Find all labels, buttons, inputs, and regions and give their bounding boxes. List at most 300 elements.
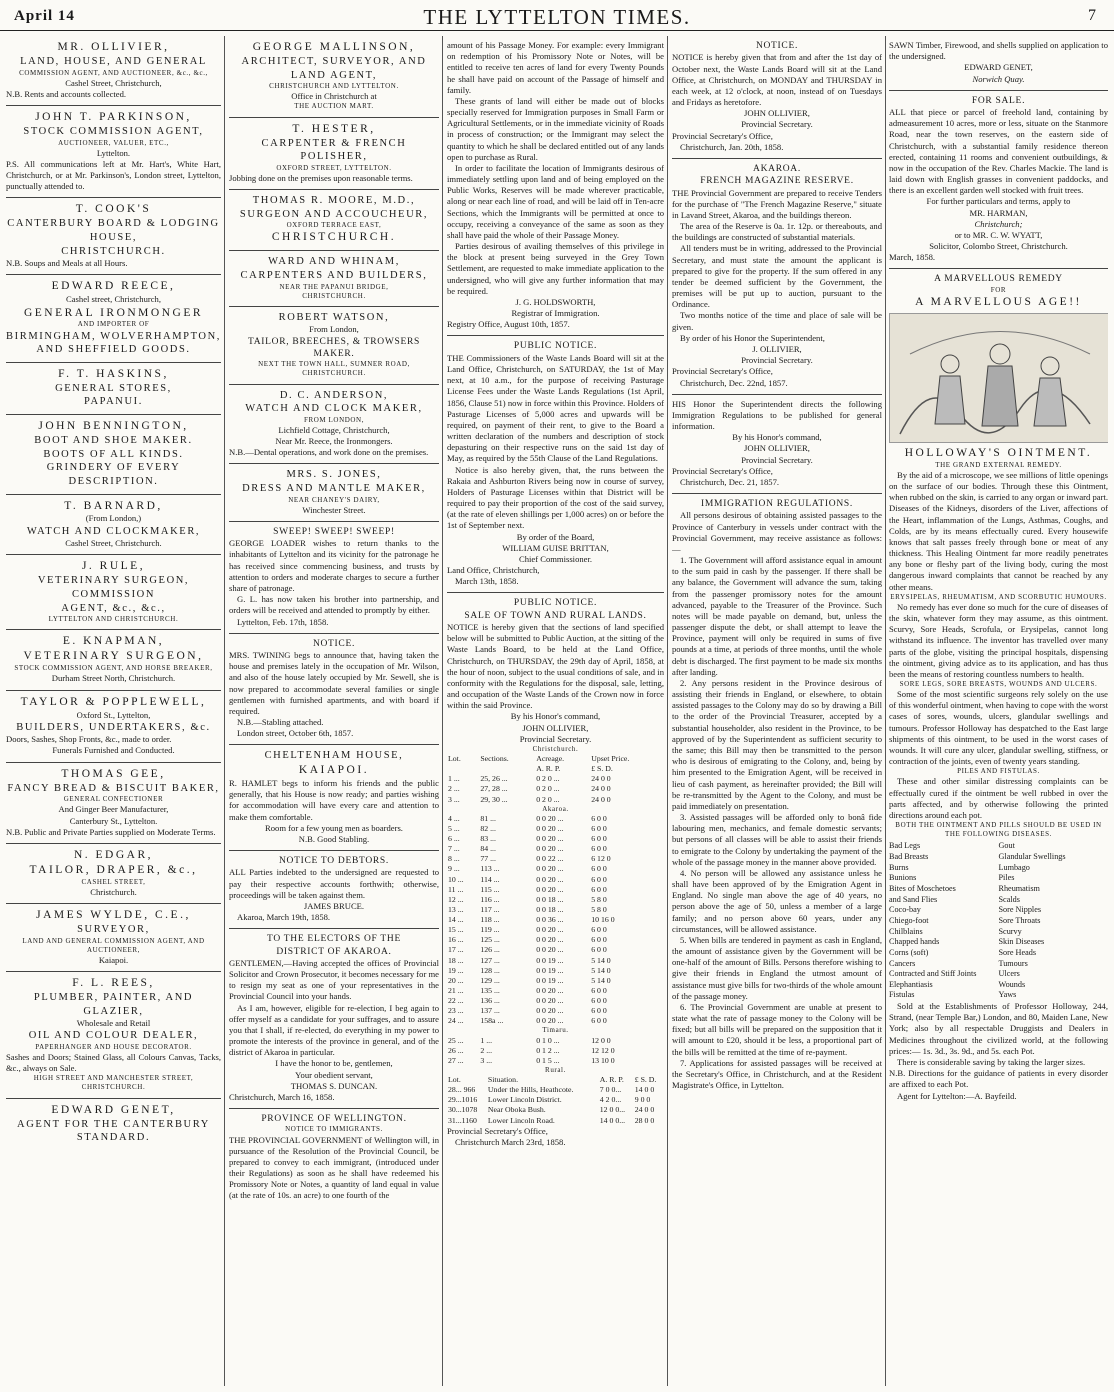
list-item: Corns (soft) (889, 947, 929, 957)
ad-subheading: CANTERBURY BOARD & LODGING HOUSE, (7, 218, 220, 243)
table-cell: 29, 30 ... (480, 794, 508, 804)
ad-signature: JOHN OLLIVIER, (522, 722, 589, 733)
ad-body: GENTLEMEN,—Having accepted the offices of Provincial Solicitor and Crown Prosecutor, it becomes necessary for me to resign my seat as one of your representatives in the Provincial Council into your hands. (229, 957, 439, 1002)
ad-debtors (229, 851, 439, 929)
table-cell: 0 0 20 ... (536, 834, 564, 844)
table-cell: 6 0 0 (591, 884, 607, 894)
ad-line: CHRISTCHURCH. (302, 291, 366, 300)
ad-heading: SWEEP! SWEEP! SWEEP! (273, 526, 395, 537)
ad-line: Christchurch; (974, 218, 1023, 229)
table-cell: 30...1078 (448, 1105, 478, 1115)
ad-heading: D. C. ANDERSON, (279, 389, 389, 401)
ad-edgar (6, 844, 221, 904)
ad-moore (229, 190, 439, 251)
table-row (447, 784, 664, 794)
table-row (447, 1036, 664, 1046)
ad-line: Your obedient servant, (295, 1069, 373, 1080)
issue-date: April 14 (14, 8, 75, 24)
table-cell: 0 1 2 ... (536, 1045, 560, 1055)
table-cell: 1 ... (448, 774, 460, 784)
ad-mallinson (229, 36, 439, 118)
ad-line: AND SHEFFIELD GOODS. (36, 344, 191, 356)
table-header-cell: Situation. (487, 1075, 519, 1084)
ad-line: CHRISTCHURCH. (61, 245, 166, 257)
ad-line: Provincial Secretary. (519, 733, 592, 744)
ad-body: THE Provincial Government are prepared to receive Tenders for the purchase of "The French Magazine Reserve," situate in Lavand Street, Akaroa, and the buildings thereon. (672, 187, 882, 220)
ad-note: Jobbing done on the premises upon reasonable terms. (229, 172, 413, 183)
ad-signature: JAMES BRUCE. (303, 900, 365, 911)
ad-line: AND IMPORTER OF (77, 320, 150, 329)
ad-subheading: AGENT FOR THE CANTERBURY (17, 1118, 210, 1130)
table-cell: 82 ... (480, 823, 496, 833)
table-cell: 0 2 0 ... (536, 774, 560, 784)
table-section-row (447, 1026, 664, 1035)
newspaper-title: THE LYTTELTON TIMES. (423, 5, 691, 29)
ad-heading: NOTICE TO DEBTORS. (279, 856, 389, 867)
ad-note: There is considerable saving by taking the larger sizes. (897, 1057, 1086, 1067)
ad-date: Christchurch, Dec. 21, 1857. (680, 476, 780, 487)
list-item: Sore Throats (998, 915, 1041, 925)
table-cell: 24 0 0 (591, 784, 611, 794)
ad-body: Some of the most scientific surgeons rely solely on the use of this wonderful ointment, when having to cope with the worst cases of sores, wounds, ulcers, glandular swellings and tumours. Professor Holloway has despatched to the East large shipments of this ointment, to be used in the worst cases of wounds. It will cure any ulcer, glandular swelling, stiffness, or contraction of the joints, even of twenty years standing. (889, 689, 1108, 767)
ad-line: By order of the Board, (516, 531, 595, 542)
table-cell: 83 ... (480, 834, 496, 844)
list-item: Scalds (998, 894, 1020, 904)
ad-line: Provincial Secretary. (741, 355, 813, 366)
ad-body: All persons desirous of obtaining assisted passages to the Province of Canterbury in vessels under contract with the Provincial Government, may receive assistance as follows:— (672, 510, 882, 554)
ad-body: These and other similar distressing complaints can be effectually cured if the ointment be well rubbed in over the parts affected, and by otherwise following the printed directions around each pot. (889, 776, 1108, 820)
table-cell: 0 0 20 ... (536, 864, 564, 874)
ad-subheading: VETERINARY SURGEON, (23, 650, 204, 663)
table-cell: Near Oboka Bush. (487, 1105, 546, 1115)
ad-twining (229, 634, 439, 746)
table-row (447, 986, 664, 996)
list-item: Coco-bay (889, 905, 921, 915)
table-cell: 9 0 0 (634, 1095, 651, 1105)
ad-pasturage-notice (447, 336, 664, 593)
ad-signature: MR. HARMAN, (969, 207, 1028, 218)
table-cell: 10 16 0 (591, 915, 615, 925)
list-item: Fistulas (889, 990, 915, 1000)
table-header-cell: Sections. (480, 754, 509, 764)
table-row (447, 996, 664, 1006)
table-cell: 12 0 0 (591, 1035, 611, 1045)
ad-body: The area of the Reserve is 0a. 1r. 12p. or thereabouts, and the buildings are constructed of substantial materials. (672, 221, 882, 243)
table-cell: 6 0 0 (591, 985, 607, 995)
column-rule (224, 36, 225, 1386)
column-1 (6, 36, 221, 1384)
ad-knapman (6, 630, 221, 690)
ad-body: 7. Applications for assisted passages will be received at the Secretary's Office, in Christchurch, and at the Resident Magistrate's Office, in Lyttelton. (672, 1057, 882, 1091)
ad-line: Cashel street, Christchurch, (66, 294, 161, 305)
ad-line: NEAR THE PAPANUI BRIDGE, (279, 282, 389, 291)
list-item: Ulcers (998, 969, 1020, 979)
ad-line: By his Honor's command, (510, 711, 601, 722)
table-row (447, 935, 664, 945)
ad-heading: T. BARNARD, (64, 499, 163, 512)
ad-heading: WARD AND WHINAM, (268, 256, 400, 268)
table-row (447, 1116, 664, 1126)
ad-heading: JOHN T. PARKINSON, (35, 111, 192, 124)
ad-superintendent-directs (672, 395, 882, 494)
ad-line: From London, (309, 324, 359, 335)
table-header-cell: Acreage. (536, 754, 565, 764)
diseases-list-left (889, 841, 999, 1001)
table-cell: 6 ... (448, 834, 460, 844)
list-item: Bad Legs (889, 841, 921, 851)
ad-holloway (889, 269, 1108, 1106)
ad-line: Near Mr. Reece, the Ironmongers. (275, 436, 393, 447)
table-cell: 0 0 18 ... (536, 894, 564, 904)
ad-line: Room for a few young men as boarders. (265, 822, 403, 833)
ad-wellington-continued (447, 36, 664, 336)
ad-parkinson (6, 106, 221, 198)
table-cell: 0 2 0 ... (536, 794, 560, 804)
ad-body: Two months notice of the time and place of sale will be given. (672, 310, 882, 332)
ad-cook (6, 198, 221, 275)
table-section-label: Timaru. (542, 1026, 569, 1035)
ad-line: OIL AND COLOUR DEALER, (28, 1030, 199, 1042)
ad-heading: E. KNAPMAN, (62, 635, 165, 648)
table-cell: 5 14 0 (591, 965, 611, 975)
ad-subheading: LAND, HOUSE, AND GENERAL (20, 55, 207, 67)
table-cell: 6 0 0 (591, 844, 607, 854)
ad-heading: EDWARD GENET, (51, 1103, 176, 1116)
table-cell: 6 0 0 (591, 1006, 607, 1016)
table-cell: 0 0 20 ... (536, 844, 564, 854)
ad-body: THE PROVINCIAL GOVERNMENT of Wellington will, in pursuance of the Resolution of the Provincial Council, be prepared to convey to each immigrant, (introduced under their Regulations) as soon as he shall have redeemed his Promissory Note or Notes, a quantity of land equal in value (at the rate of 10s. an acre) to one fourth of the (229, 1134, 439, 1201)
table-cell: 0 0 19 ... (536, 975, 564, 985)
list-item: Cancers (889, 958, 916, 968)
table-units-row (447, 764, 664, 774)
table-cell: 12 ... (448, 894, 464, 904)
table-cell: 5 14 0 (591, 955, 611, 965)
ad-body: G. L. has now taken his brother into partnership, and orders will be received and attended to promptly by either. (229, 594, 439, 616)
ad-heading: PROVINCE OF WELLINGTON. (261, 1114, 407, 1125)
table-row (447, 795, 664, 805)
table-cell: 12 0 0... (599, 1105, 626, 1115)
table-cell: 4 2 0... (599, 1095, 622, 1105)
ad-heading: CHELTENHAM HOUSE, (264, 750, 404, 762)
table-section-row (447, 805, 664, 814)
ad-heading: MRS. S. JONES, (286, 469, 382, 481)
list-item: Wounds (998, 979, 1026, 989)
ad-ollivier (6, 36, 221, 106)
masthead (0, 0, 1114, 31)
ad-heading: TO THE ELECTORS OF THE (267, 934, 401, 945)
list-item: Piles (998, 873, 1015, 883)
ad-date: Christchurch, March 16, 1858. (229, 1091, 335, 1102)
table-unit-cell: A. R. P. (536, 764, 561, 774)
table-cell: Lower Lincoln Road. (487, 1115, 555, 1125)
timaru-lots (447, 1036, 664, 1066)
column-rule (667, 36, 668, 1386)
table-cell: 0 0 19 ... (536, 965, 564, 975)
ad-signature: JOHN OLLIVIER, (744, 108, 810, 119)
ad-genet-standard (6, 1099, 221, 1150)
ad-date: Christchurch, Jan. 20th, 1858. (680, 141, 784, 152)
list-item: Sore Nipples (998, 905, 1042, 915)
table-cell: 127 ... (480, 955, 500, 965)
ad-heading: EDWARD REECE, (51, 280, 176, 293)
ad-heading: JOHN BENNINGTON, (38, 420, 189, 433)
table-cell: 0 0 20 ... (536, 925, 564, 935)
column-5 (889, 36, 1108, 1384)
ad-line: OXFORD TERRACE EAST, (286, 221, 382, 230)
ad-line: Cashel Street, Christchurch. (65, 538, 162, 549)
table-row (447, 854, 664, 864)
list-item: Tumours (998, 958, 1028, 968)
page-number: 7 (1088, 7, 1096, 24)
table-cell: 77 ... (480, 854, 496, 864)
ad-line: Cashel Street, Christchurch, (65, 77, 162, 88)
ad-line: BIRMINGHAM, WOLVERHAMPTON, (6, 330, 221, 342)
ad-line: AUCTIONEER, VALUER, ETC., (58, 138, 169, 147)
ad-date: Registry Office, August 10th, 1857. (447, 319, 570, 330)
list-item: Rheumatism (998, 883, 1040, 893)
table-row (447, 864, 664, 874)
engraving-figures-icon (890, 314, 1108, 442)
ad-hester (229, 118, 439, 190)
ad-line: Provincial Secretary. (741, 454, 813, 465)
table-cell: 18 ... (448, 955, 464, 965)
ad-signature: JOHN OLLIVIER, (744, 443, 810, 454)
table-cell: 3 ... (448, 794, 460, 804)
ad-heading: TAYLOR & POPPLEWELL, (20, 695, 207, 708)
ad-line: GRINDERY OF EVERY DESCRIPTION. (46, 462, 181, 487)
ad-for-sale (889, 91, 1108, 270)
ad-body: SAWN Timber, Firewood, and shells supplied on application to the undersigned. (889, 40, 1108, 62)
ad-land-sale (447, 593, 664, 1153)
table-row (447, 1085, 664, 1095)
ad-line: FOR (990, 285, 1007, 294)
ad-line: Funerals Furnished and Conducted. (52, 745, 175, 756)
ad-heading: ROBERT WATSON, (278, 311, 390, 323)
ad-body: Sold at the Establishments of Professor Holloway, 244, Strand, (near Temple Bar,) London, and 80, Maiden Lane, New York; also by all respectable Druggists and Dealers in Medicines throughout the civilized world, at the following prices:— 1s. 3d., 3s. 9d., and 5s. each Pot. (889, 1001, 1108, 1056)
table-cell: 6 0 0 (591, 813, 607, 823)
list-item: and Sand Flies (889, 894, 938, 904)
ad-subheading: CARPENTERS AND BUILDERS, (240, 270, 428, 282)
ad-date: Provincial Secretary's Office, (672, 130, 773, 141)
table-cell: 6 0 0 (591, 834, 607, 844)
table-cell: 0 0 20 ... (536, 996, 564, 1006)
table-row (447, 885, 664, 895)
table-cell: 6 0 0 (591, 823, 607, 833)
table-header-cell: Lot. (448, 1075, 461, 1084)
ad-lands-board-notice (672, 36, 882, 159)
table-row (447, 925, 664, 935)
ad-agent: Agent for Lyttelton:—A. Bayfeild. (897, 1090, 1017, 1101)
ad-wellington-immigrants (229, 1109, 439, 1206)
ad-body: Notice is also hereby given, that, the runs between the Rakaia and Ashburton Rivers being now in course of survey, Holders of Pasturage Licenses within that District will be required to pay their proportion of the cost of the said survey, (at the rate of eleven shillings per 1,000 acres) on or before the 1st of September next. (447, 464, 664, 531)
ad-subheading: STOCK COMMISSION AGENT, (23, 125, 204, 137)
table-cell: 126 ... (480, 945, 500, 955)
ad-subheading: NOTICE TO IMMIGRANTS. (285, 1125, 383, 1134)
ad-body: HIS Honor the Superintendent directs the following Immigration Regulations to be published for general information. (672, 398, 882, 432)
ad-bennington (6, 415, 221, 495)
ad-line: Registrar of Immigration. (511, 308, 600, 319)
ad-subheading: FANCY BREAD & BISCUIT BAKER, (7, 782, 220, 794)
table-cell: 29...1016 (448, 1095, 478, 1105)
ad-subheading: ARCHITECT, SURVEYOR, AND (241, 55, 427, 67)
ad-line: COMMISSION AGENT, AND AUCTIONEER, &c., &c., (19, 68, 208, 77)
table-cell: 5 14 0 (591, 975, 611, 985)
ad-signature: EDWARD GENET, (964, 62, 1033, 73)
table-cell: 0 0 20 ... (536, 823, 564, 833)
ad-subheading: BOOT AND SHOE MAKER. (34, 434, 193, 446)
ad-heading: A MARVELLOUS REMEDY (934, 274, 1063, 285)
ad-line: HIGH STREET AND MANCHESTER STREET, CHRISTCHURCH. (33, 1074, 194, 1092)
ad-line: By his Honor's command, (732, 432, 822, 443)
table-cell: 26 ... (448, 1045, 464, 1055)
table-cell: 6 0 0 (591, 925, 607, 935)
table-cell: 115 ... (480, 884, 500, 894)
table-cell: 0 0 20 ... (536, 1006, 564, 1016)
ad-line: NEAR CHANEY'S DAIRY, (288, 495, 380, 504)
ad-line: And Ginger Beer Manufacturer, (58, 804, 169, 815)
ad-date: March 13th, 1858. (455, 576, 519, 587)
ad-subheading: DRESS AND MANTLE MAKER, (242, 483, 426, 495)
list-item: Elephantiasis (889, 979, 933, 989)
ad-body: These grants of land will either be made out of blocks specially reserved for Immigration purposes in Small Farm or Agricultural Settlements, or in the immediate vicinity of Roads in process of construction; or the Immigrant may select the quantity to which he shall be declared entitled out of any lands open to purchase as Rural. (447, 95, 664, 162)
ad-heading: JAMES WYLDE, C.E., (36, 908, 191, 921)
ad-subheading: A MARVELLOUS AGE!! (915, 295, 1082, 308)
table-cell: 24 0 0 (591, 774, 611, 784)
ad-heading: IMMIGRATION REGULATIONS. (701, 499, 853, 510)
table-cell: 7 0 0... (599, 1085, 622, 1095)
ad-line: Lichfield Cottage, Christchurch, (278, 424, 390, 435)
table-cell: 10 ... (448, 874, 464, 884)
table-section-label: Akaroa. (542, 804, 569, 813)
ad-date: March, 1858. (889, 252, 936, 263)
ad-subheading: SURVEYOR, (77, 923, 150, 935)
table-header-cell: A. R. P. (599, 1075, 624, 1084)
ad-heading: PUBLIC NOTICE. (513, 341, 598, 352)
table-cell: 3 ... (480, 1055, 493, 1065)
ad-heading: FOR SALE. (971, 95, 1026, 106)
table-cell: 125 ... (480, 935, 500, 945)
ad-subheading: KAIAPOI. (298, 764, 370, 777)
table-unit-cell: £ S. D. (591, 764, 613, 774)
diseases-list-right (999, 841, 1109, 1001)
ad-section-heading: ERYSIPELAS, RHEUMATISM, AND SCORBUTIC HUMOURS. (890, 592, 1107, 601)
ad-note: P.S. All communications left at Mr. Hart's, White Hart, Christchurch, or at Mr. Parkinson's, London street, Lyttelton, punctually attended to. (6, 158, 221, 192)
table-cell: 21 ... (448, 985, 464, 995)
ad-line: AGENT, &c., &c., (61, 602, 166, 614)
ad-body: 3. Assisted passages will be afforded only to bonâ fide labouring men, mechanics, and female domestic servants; but persons of all classes will be able to assist their friends to emigrate to the Colony by undertaking the payment of the whole of the passage money in the manner above provided. (672, 812, 882, 867)
ad-line: Canterbury St., Lyttelton. (69, 815, 158, 826)
column-3 (447, 36, 664, 1384)
ad-line: Office in Christchurch at (291, 91, 377, 102)
list-item: Lumbago (998, 862, 1030, 872)
table-cell: 13 10 0 (591, 1055, 615, 1065)
list-item: Scurvy (998, 926, 1022, 936)
list-item: Bad Breasts (889, 851, 929, 861)
table-row (447, 895, 664, 905)
ad-heading: THOMAS GEE, (61, 767, 166, 780)
table-cell: 24 0 0 (634, 1105, 655, 1115)
ad-rees (6, 972, 221, 1099)
ad-body: In order to facilitate the location of Immigrants desirous of immediately settling upon land and of being employed on the Public Works, Reserves will be made wherever practicable, along or near each line of road, and will be laid off in Ten-acre Sections, which the Immigrants will be permitted at once to occupy, receiving a conveyance of the same as soon as they shall have paid the whole of their Passage Money. (447, 162, 664, 240)
table-cell: 119 ... (480, 925, 500, 935)
table-cell: 7 ... (448, 844, 460, 854)
table-cell: 136 ... (480, 996, 500, 1006)
ad-subheading: GENERAL IRONMONGER (23, 306, 204, 319)
table-cell: 5 8 0 (591, 894, 607, 904)
table-row (447, 915, 664, 925)
table-cell: 137 ... (480, 1006, 500, 1016)
table-row (447, 1095, 664, 1105)
ad-line: PAPERHANGER AND HOUSE DECORATOR. (35, 1042, 192, 1051)
list-item: Chilblains (889, 926, 923, 936)
table-header-cell: £ S. D. (634, 1075, 657, 1084)
ad-haskins (6, 363, 221, 415)
ad-heading: AKAROA. (753, 163, 801, 174)
table-row (447, 905, 664, 915)
ad-date: Provincial Secretary's Office, (672, 465, 773, 476)
table-cell: 0 0 20 ... (536, 985, 564, 995)
ad-ward-whinam (229, 251, 439, 306)
table-header-cell: Lot. (448, 754, 461, 764)
ad-body: All tenders must be in writing, addressed to the Provincial Secretary, and must state the amount the applicant is prepared to give for the property. If the sum offered in any tender be deemed sufficient by the Government, the premises will be put up to auction, pursuant to the Ordinance. (672, 243, 882, 310)
table-cell: 31...1160 (448, 1115, 477, 1125)
ad-signature: J. G. HOLDSWORTH, (515, 296, 596, 307)
ad-anderson (229, 385, 439, 465)
column-rule (885, 36, 886, 1386)
ad-subheading: BUILDERS, UNDERTAKERS, &c. (16, 721, 211, 733)
column-4 (672, 36, 882, 1384)
table-cell: 118 ... (480, 915, 500, 925)
list-item: Sore Heads (998, 947, 1037, 957)
list-item: Bunions (889, 873, 917, 883)
ad-line: CHRISTCHURCH AND LYTTELTON. (269, 82, 399, 91)
table-cell: 4 ... (448, 813, 460, 823)
table-cell: 0 1 5 ... (536, 1055, 560, 1065)
ad-line: PAPANUI. (83, 396, 143, 408)
ad-electors-akaroa (229, 929, 439, 1109)
ad-heading: GEORGE MALLINSON, (252, 41, 416, 53)
ad-signature: J. OLLIVIER, (752, 343, 802, 354)
ad-line: CASHEL STREET, (81, 877, 146, 886)
table-cell: 14 ... (448, 915, 464, 925)
ad-cheltenham (229, 745, 439, 851)
ad-line: By order of his Honor the Superintendent, (680, 332, 825, 343)
table-cell: 6 0 0 (591, 996, 607, 1006)
ad-body: 1. The Government will afford assistance equal in amount to the sum paid in cash by the passenger. If there shall be any balance, the Government will advance the sum, taking from the passenger promissory notes for the amount advanced, payable to the Treasurer of the Province. Such notes will be made payable on demand, but, unless the passenger dispute the debt, or shall attempt to leave the Province, payment will only be required in sums of five pounds at a time, at periods of three months, until the whole debt is discharged. The first payment to be made six months after landing. (672, 555, 882, 677)
table-cell: 20 ... (448, 975, 464, 985)
ad-section-heading: BOTH THE OINTMENT AND PILLS SHOULD BE USED IN THE FOLLOWING DISEASES. (895, 821, 1102, 839)
table-cell: 16 ... (448, 935, 464, 945)
table-cell: 158a ... (480, 1016, 504, 1026)
ad-heading: NOTICE. (755, 41, 799, 51)
ad-line: STOCK COMMISSION AGENT, AND HORSE BREAKER, (14, 664, 213, 673)
table-header-cell: Upset Price. (591, 754, 630, 764)
ad-subheading: CARPENTER & FRENCH POLISHER, (261, 137, 407, 163)
ad-body: THE Commissioners of the Waste Lands Board will sit at the Land Office, Christchurch, on SATURDAY, the 1st of May next, at 10 a.m., for the purpose of receiving Pasturage License Fees under the Waste Lands Regulations (1st April, 1856, Clause 51) now in force within this Province. Holders of Pasturage Licenses of 5,000 acres and upwards will be required, on payment of their rent, to give to the Board a written declaration of the numbers and description of stock depasturing on their respective runs on the said 1st day of May, as required by the 55th Clause of the Land Regulations. (447, 352, 664, 464)
diseases-list (889, 841, 1108, 1001)
akaroa-lots (447, 814, 664, 1027)
ad-subheading: DISTRICT OF AKAROA. (276, 946, 392, 957)
lots-table-rural (447, 1075, 664, 1126)
ad-line: THE AUCTION MART. (294, 102, 374, 111)
table-cell: 6 0 0 (591, 935, 607, 945)
table-section-label: Christchurch. (532, 745, 579, 753)
table-cell: 14 0 0... (599, 1115, 626, 1125)
table-cell: 22 ... (448, 996, 464, 1006)
table-cell: 11 ... (448, 884, 464, 894)
ad-signature: or to MR. C. W. WYATT, (954, 229, 1043, 240)
ad-subheading: SURGEON AND ACCOUCHEUR, (239, 208, 429, 220)
